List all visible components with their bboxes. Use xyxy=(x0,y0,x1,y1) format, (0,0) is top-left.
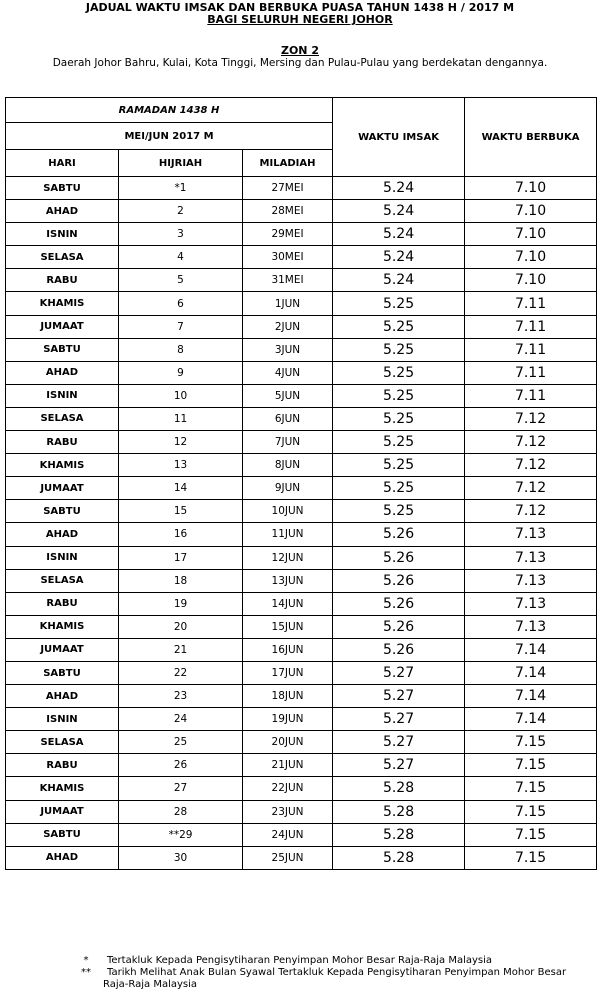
hijriah-cell: 10 xyxy=(119,384,243,407)
table-row xyxy=(6,523,597,546)
miladiah-cell: 31MEI xyxy=(243,269,333,292)
imsak-time-cell: 5.26 xyxy=(333,546,465,569)
table-row xyxy=(6,431,597,454)
footnote-2-text: Tarikh Melihat Anak Bulan Syawal Tertakluk Kepada Pengisytiharan Penyimpan Mohor Besar xyxy=(107,967,567,978)
hari-cell: JUMAAT xyxy=(6,800,119,823)
hijriah-cell: 28 xyxy=(119,800,243,823)
table-header xyxy=(6,98,597,177)
miladiah-cell: 30MEI xyxy=(243,246,333,269)
hari-cell: RABU xyxy=(6,431,119,454)
ramadan-header: RAMADAN 1438 H xyxy=(6,98,333,123)
zone-label: ZON 2 xyxy=(280,44,320,57)
imsak-time-cell: 5.28 xyxy=(333,777,465,800)
table-row xyxy=(6,708,597,731)
hari-cell: RABU xyxy=(6,269,119,292)
table-row xyxy=(6,569,597,592)
imsak-time-cell: 5.25 xyxy=(333,292,465,315)
document-subtitle: BAGI SELURUH NEGERI JOHOR xyxy=(207,13,393,26)
hari-cell: SELASA xyxy=(6,407,119,430)
imsak-header: WAKTU IMSAK xyxy=(333,98,465,177)
hijriah-cell: 8 xyxy=(119,338,243,361)
table-row xyxy=(6,407,597,430)
berbuka-time-cell: 7.11 xyxy=(465,315,597,338)
table-row xyxy=(6,454,597,477)
berbuka-time-cell: 7.13 xyxy=(465,615,597,638)
hari-cell: ISNIN xyxy=(6,546,119,569)
hari-cell: ISNIN xyxy=(6,223,119,246)
table-row xyxy=(6,384,597,407)
imsak-time-cell: 5.25 xyxy=(333,361,465,384)
berbuka-time-cell: 7.14 xyxy=(465,708,597,731)
berbuka-time-cell: 7.13 xyxy=(465,546,597,569)
hijriah-cell: *1 xyxy=(119,177,243,200)
hijriah-cell: 21 xyxy=(119,638,243,661)
imsak-time-cell: 5.28 xyxy=(333,823,465,846)
berbuka-time-cell: 7.13 xyxy=(465,592,597,615)
miladiah-cell: 22JUN xyxy=(243,777,333,800)
hari-cell: AHAD xyxy=(6,523,119,546)
berbuka-time-cell: 7.15 xyxy=(465,777,597,800)
hijriah-cell: 25 xyxy=(119,731,243,754)
hijriah-cell: 19 xyxy=(119,592,243,615)
footnote-2-text-continued: Raja-Raja Malaysia xyxy=(103,979,198,990)
berbuka-time-cell: 7.12 xyxy=(465,407,597,430)
hari-cell: SELASA xyxy=(6,569,119,592)
miladiah-cell: 16JUN xyxy=(243,638,333,661)
table-row xyxy=(6,477,597,500)
imsak-time-cell: 5.27 xyxy=(333,661,465,684)
table-row xyxy=(6,823,597,846)
miladiah-cell: 12JUN xyxy=(243,546,333,569)
imsak-time-cell: 5.26 xyxy=(333,638,465,661)
footnote-1-mark: * xyxy=(83,955,89,966)
imsak-time-cell: 5.24 xyxy=(333,200,465,223)
imsak-time-cell: 5.26 xyxy=(333,523,465,546)
hijriah-cell: 9 xyxy=(119,361,243,384)
miladiah-cell: 28MEI xyxy=(243,200,333,223)
hijriah-cell: 7 xyxy=(119,315,243,338)
hari-cell: SABTU xyxy=(6,338,119,361)
footnote-1-text: Tertakluk Kepada Pengisytiharan Penyimpan Mohor Besar Raja-Raja Malaysia xyxy=(107,955,493,966)
imsak-time-cell: 5.28 xyxy=(333,846,465,869)
imsak-time-cell: 5.24 xyxy=(333,246,465,269)
hijriah-cell: 13 xyxy=(119,454,243,477)
miladiah-cell: 4JUN xyxy=(243,361,333,384)
imsak-time-cell: 5.25 xyxy=(333,431,465,454)
table-row xyxy=(6,731,597,754)
schedule-table xyxy=(5,97,597,870)
table-row xyxy=(6,592,597,615)
hari-cell: SABTU xyxy=(6,500,119,523)
hijriah-cell: 23 xyxy=(119,685,243,708)
imsak-time-cell: 5.26 xyxy=(333,615,465,638)
district-description: Daerah Johor Bahru, Kulai, Kota Tinggi, Mersing dan Pulau-Pulau yang berdekatan dengannya. xyxy=(52,57,548,69)
table-row xyxy=(6,315,597,338)
imsak-time-cell: 5.28 xyxy=(333,800,465,823)
hijriah-cell: 3 xyxy=(119,223,243,246)
berbuka-time-cell: 7.15 xyxy=(465,800,597,823)
imsak-time-cell: 5.25 xyxy=(333,315,465,338)
hari-cell: JUMAAT xyxy=(6,315,119,338)
hijriah-cell: 5 xyxy=(119,269,243,292)
berbuka-time-cell: 7.10 xyxy=(465,200,597,223)
table-row xyxy=(6,223,597,246)
imsak-time-cell: 5.25 xyxy=(333,500,465,523)
hari-cell: RABU xyxy=(6,592,119,615)
miladiah-cell: 1JUN xyxy=(243,292,333,315)
imsak-time-cell: 5.26 xyxy=(333,592,465,615)
hijriah-cell: 14 xyxy=(119,477,243,500)
hari-cell: ISNIN xyxy=(6,708,119,731)
berbuka-header: WAKTU BERBUKA xyxy=(465,98,597,177)
berbuka-time-cell: 7.13 xyxy=(465,523,597,546)
hijriah-cell: 2 xyxy=(119,200,243,223)
table-row xyxy=(6,800,597,823)
miladiah-cell: 13JUN xyxy=(243,569,333,592)
table-row xyxy=(6,754,597,777)
hari-cell: SELASA xyxy=(6,246,119,269)
hijriah-cell: 26 xyxy=(119,754,243,777)
miladiah-cell: 20JUN xyxy=(243,731,333,754)
table-row xyxy=(6,200,597,223)
imsak-time-cell: 5.24 xyxy=(333,223,465,246)
table-row xyxy=(6,661,597,684)
table-body xyxy=(6,177,597,870)
berbuka-time-cell: 7.11 xyxy=(465,384,597,407)
hari-cell: RABU xyxy=(6,754,119,777)
miladiah-cell: 19JUN xyxy=(243,708,333,731)
miladiah-cell: 23JUN xyxy=(243,800,333,823)
hijriah-cell: 4 xyxy=(119,246,243,269)
berbuka-time-cell: 7.12 xyxy=(465,500,597,523)
table-row xyxy=(6,777,597,800)
hijriah-cell: 27 xyxy=(119,777,243,800)
table-row xyxy=(6,246,597,269)
imsak-time-cell: 5.25 xyxy=(333,454,465,477)
hari-cell: AHAD xyxy=(6,200,119,223)
hijriah-cell: 16 xyxy=(119,523,243,546)
berbuka-time-cell: 7.11 xyxy=(465,338,597,361)
footnote-2-mark: ** xyxy=(81,967,91,978)
hijriah-cell: 15 xyxy=(119,500,243,523)
miladiah-cell: 15JUN xyxy=(243,615,333,638)
hari-cell: JUMAAT xyxy=(6,638,119,661)
table-row xyxy=(6,846,597,869)
hari-cell: SABTU xyxy=(6,661,119,684)
berbuka-time-cell: 7.14 xyxy=(465,661,597,684)
berbuka-time-cell: 7.12 xyxy=(465,431,597,454)
miladiah-cell: 27MEI xyxy=(243,177,333,200)
berbuka-time-cell: 7.12 xyxy=(465,454,597,477)
miladiah-cell: 17JUN xyxy=(243,661,333,684)
miladiah-cell: 11JUN xyxy=(243,523,333,546)
hari-cell: AHAD xyxy=(6,361,119,384)
hijriah-cell: 22 xyxy=(119,661,243,684)
document-title: JADUAL WAKTU IMSAK DAN BERBUKA PUASA TAHUN 1438 H / 2017 M xyxy=(85,1,515,14)
imsak-time-cell: 5.25 xyxy=(333,384,465,407)
table-row xyxy=(6,685,597,708)
hijriah-cell: 11 xyxy=(119,407,243,430)
hari-cell: SABTU xyxy=(6,823,119,846)
miladiah-cell: 2JUN xyxy=(243,315,333,338)
imsak-time-cell: 5.24 xyxy=(333,269,465,292)
hijriah-cell: 20 xyxy=(119,615,243,638)
imsak-time-cell: 5.27 xyxy=(333,708,465,731)
imsak-time-cell: 5.25 xyxy=(333,338,465,361)
hijriah-cell: 24 xyxy=(119,708,243,731)
miladiah-cell: 18JUN xyxy=(243,685,333,708)
berbuka-time-cell: 7.10 xyxy=(465,223,597,246)
hijriah-cell: 12 xyxy=(119,431,243,454)
hari-cell: KHAMIS xyxy=(6,615,119,638)
miladiah-cell: 24JUN xyxy=(243,823,333,846)
imsak-time-cell: 5.27 xyxy=(333,685,465,708)
miladiah-cell: 21JUN xyxy=(243,754,333,777)
footnote-2 xyxy=(0,967,600,993)
hari-cell: KHAMIS xyxy=(6,454,119,477)
berbuka-time-cell: 7.15 xyxy=(465,823,597,846)
berbuka-time-cell: 7.10 xyxy=(465,246,597,269)
table-row xyxy=(6,292,597,315)
hari-cell: SABTU xyxy=(6,177,119,200)
hijriah-header: HIJRIAH xyxy=(119,150,243,177)
berbuka-time-cell: 7.14 xyxy=(465,685,597,708)
miladiah-cell: 14JUN xyxy=(243,592,333,615)
berbuka-time-cell: 7.11 xyxy=(465,292,597,315)
hari-cell: KHAMIS xyxy=(6,292,119,315)
hijriah-cell: 18 xyxy=(119,569,243,592)
berbuka-time-cell: 7.10 xyxy=(465,269,597,292)
miladiah-cell: 29MEI xyxy=(243,223,333,246)
miladiah-cell: 8JUN xyxy=(243,454,333,477)
hari-cell: AHAD xyxy=(6,846,119,869)
hari-cell: ISNIN xyxy=(6,384,119,407)
imsak-time-cell: 5.27 xyxy=(333,754,465,777)
table-row xyxy=(6,177,597,200)
hijriah-cell: **29 xyxy=(119,823,243,846)
berbuka-time-cell: 7.15 xyxy=(465,846,597,869)
imsak-time-cell: 5.26 xyxy=(333,569,465,592)
miladiah-cell: 3JUN xyxy=(243,338,333,361)
hari-header: HARI xyxy=(6,150,119,177)
miladiah-cell: 5JUN xyxy=(243,384,333,407)
miladiah-cell: 6JUN xyxy=(243,407,333,430)
berbuka-time-cell: 7.15 xyxy=(465,731,597,754)
imsak-time-cell: 5.27 xyxy=(333,731,465,754)
hijriah-cell: 17 xyxy=(119,546,243,569)
miladiah-cell: 10JUN xyxy=(243,500,333,523)
miladiah-header: MILADIAH xyxy=(243,150,333,177)
table-row xyxy=(6,269,597,292)
berbuka-time-cell: 7.11 xyxy=(465,361,597,384)
miladiah-cell: 25JUN xyxy=(243,846,333,869)
imsak-time-cell: 5.24 xyxy=(333,177,465,200)
miladiah-cell: 9JUN xyxy=(243,477,333,500)
berbuka-time-cell: 7.14 xyxy=(465,638,597,661)
berbuka-time-cell: 7.12 xyxy=(465,477,597,500)
month-header: MEI/JUN 2017 M xyxy=(6,123,333,150)
miladiah-cell: 7JUN xyxy=(243,431,333,454)
imsak-time-cell: 5.25 xyxy=(333,477,465,500)
table-row xyxy=(6,546,597,569)
table-row xyxy=(6,500,597,523)
berbuka-time-cell: 7.10 xyxy=(465,177,597,200)
table-row xyxy=(6,638,597,661)
berbuka-time-cell: 7.13 xyxy=(465,569,597,592)
table-row xyxy=(6,615,597,638)
table-row xyxy=(6,361,597,384)
hari-cell: KHAMIS xyxy=(6,777,119,800)
hijriah-cell: 30 xyxy=(119,846,243,869)
hari-cell: SELASA xyxy=(6,731,119,754)
hijriah-cell: 6 xyxy=(119,292,243,315)
berbuka-time-cell: 7.15 xyxy=(465,754,597,777)
hari-cell: JUMAAT xyxy=(6,477,119,500)
hari-cell: AHAD xyxy=(6,685,119,708)
imsak-time-cell: 5.25 xyxy=(333,407,465,430)
table-row xyxy=(6,338,597,361)
